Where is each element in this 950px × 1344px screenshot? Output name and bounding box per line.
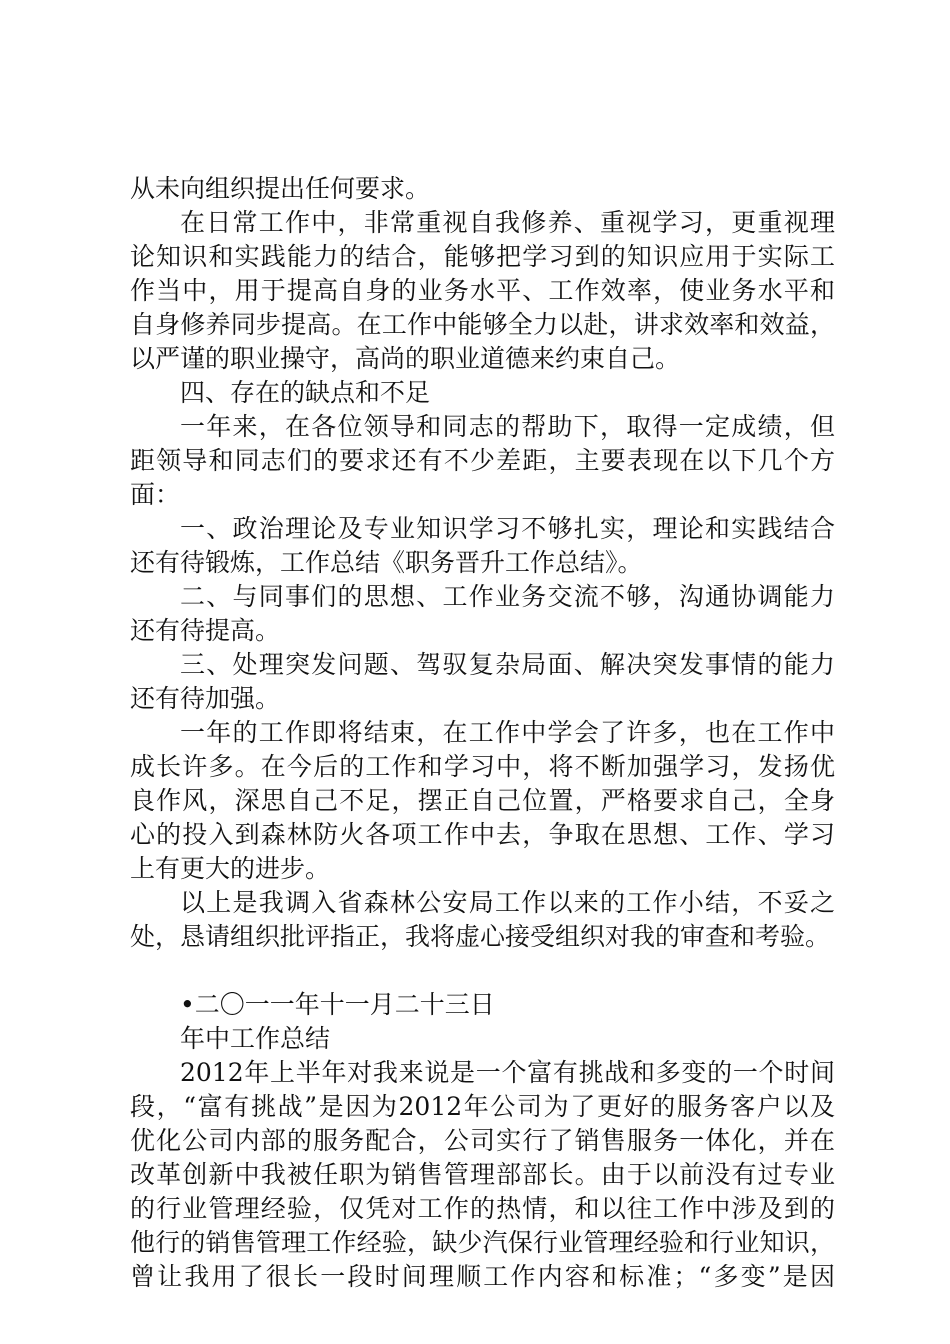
paragraph <box>130 206 835 376</box>
text-line: 一、政治理论及专业知识学习不够扎实，理论和实践结合 <box>180 514 835 543</box>
paragraph <box>130 1056 835 1294</box>
paragraph <box>130 886 835 954</box>
text-line: 段，“富有挑战”是因为2012年公司为了更好的服务客户以及 <box>130 1092 835 1121</box>
text-line: 在日常工作中，非常重视自我修养、重视学习，更重视理 <box>180 208 835 237</box>
document-body <box>130 172 835 1294</box>
text-line: 以上是我调入省森林公安局工作以来的工作小结，不妥之 <box>180 888 835 917</box>
text-line: 二、与同事们的思想、工作业务交流不够，沟通协调能力 <box>180 582 835 611</box>
text-line: 还有待提高。 <box>130 616 281 645</box>
paragraph <box>130 988 835 1022</box>
text-line: 改革创新中我被任职为销售管理部部长。由于以前没有过专业 <box>130 1160 835 1189</box>
text-line: 2012年上半年对我来说是一个富有挑战和多变的一个时间 <box>180 1058 835 1087</box>
text-line: 成长许多。在今后的工作和学习中，将不断加强学习，发扬优 <box>130 752 835 781</box>
text-line: 上有更大的进步。 <box>130 854 331 883</box>
text-line: •二〇一一年十一月二十三日 <box>180 990 495 1019</box>
paragraph <box>130 716 835 886</box>
text-line: 面： <box>130 480 181 509</box>
text-line: 曾让我用了很长一段时间理顺工作内容和标准；“多变”是因 <box>130 1262 835 1291</box>
text-line: 优化公司内部的服务配合，公司实行了销售服务一体化，并在 <box>130 1126 835 1155</box>
text-line: 一年来，在各位领导和同志的帮助下，取得一定成绩，但 <box>180 412 835 441</box>
paragraph <box>130 410 835 512</box>
text-line: 一年的工作即将结束，在工作中学会了许多，也在工作中 <box>180 718 835 747</box>
paragraph <box>130 172 835 206</box>
text-line: 以严谨的职业操守，高尚的职业道德来约束自己。 <box>130 344 681 373</box>
text-line: 三、处理突发问题、驾驭复杂局面、解决突发事情的能力 <box>180 650 835 679</box>
text-line: 的行业管理经验，仅凭对工作的热情，和以往工作中涉及到的 <box>130 1194 835 1223</box>
text-line: 还有待加强。 <box>130 684 281 713</box>
blank-line <box>130 954 835 988</box>
text-line: 距领导和同志们的要求还有不少差距，主要表现在以下几个方 <box>130 446 835 475</box>
text-line: 论知识和实践能力的结合，能够把学习到的知识应用于实际工 <box>130 242 835 271</box>
text-line: 还有待锻炼，工作总结《职务晋升工作总结》。 <box>130 548 643 577</box>
paragraph <box>130 512 835 580</box>
paragraph <box>130 1022 835 1056</box>
paragraph <box>130 648 835 716</box>
paragraph <box>130 376 835 410</box>
text-line: 四、存在的缺点和不足 <box>180 378 431 407</box>
text-line: 作当中，用于提高自身的业务水平、工作效率，使业务水平和 <box>130 276 835 305</box>
text-line: 处，恳请组织批评指正，我将虚心接受组织对我的审查和考验。 <box>130 922 831 951</box>
text-line: 良作风，深思自己不足，摆正自己位置，严格要求自己，全身 <box>130 786 835 815</box>
text-line: 心的投入到森林防火各项工作中去，争取在思想、工作、学习 <box>130 820 835 849</box>
text-line: 年中工作总结 <box>180 1024 331 1053</box>
text-line: 从未向组织提出任何要求。 <box>130 174 431 203</box>
text-line: 自身修养同步提高。在工作中能够全力以赴，讲求效率和效益， <box>130 310 835 339</box>
text-line: 他行的销售管理工作经验，缺少汽保行业管理经验和行业知识， <box>130 1228 835 1257</box>
paragraph <box>130 580 835 648</box>
